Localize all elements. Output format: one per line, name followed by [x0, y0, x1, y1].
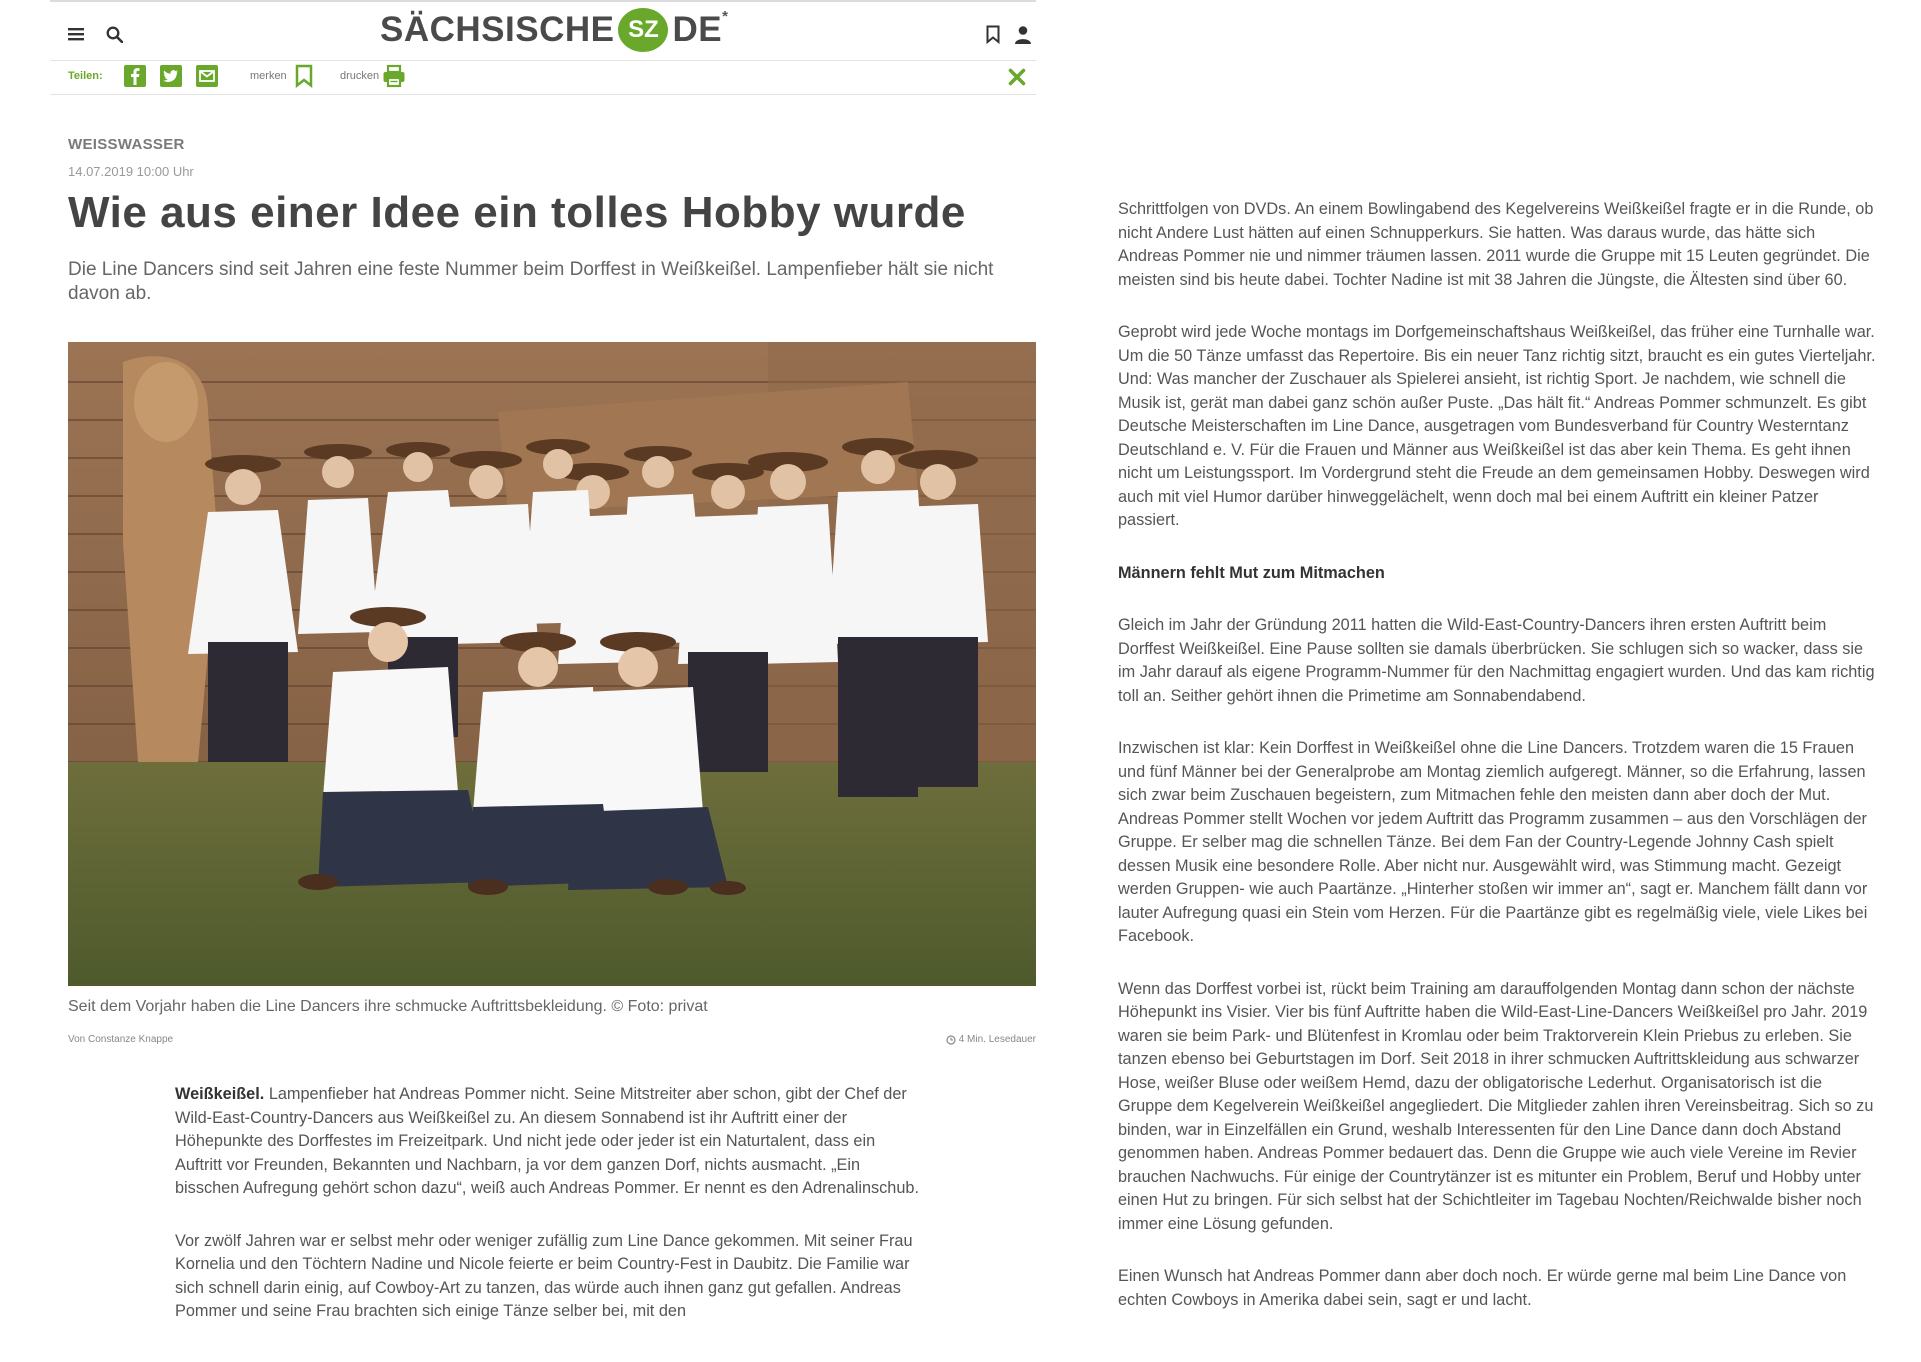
logo-badge: SZ [618, 8, 668, 52]
printer-icon[interactable] [382, 64, 406, 93]
read-time [946, 1034, 1036, 1045]
body-paragraph: Gleich im Jahr der Gründung 2011 hatten die Wild-East-Country-Dancers ihren ersten Auftritt beim Dorffest Weißkeißel. Eine Pause sollten sie damals überbrücken. Sie schlugen sich so wacker, dass sie im Jahr darauf als eigene Programm-Nummer für den Nachmittag engagiert wurden. Und das kam richtig toll an. Seither gehört ihnen die Primetime am Sonnabendabend. [1118, 616, 1875, 705]
email-icon[interactable] [196, 65, 218, 87]
article-headline: Wie aus einer Idee ein tolles Hobby wurde [68, 188, 966, 237]
hamburger-menu-icon[interactable] [64, 22, 88, 46]
share-bar-divider [50, 94, 1036, 95]
article-date: 14.07.2019 10:00 Uhr [68, 164, 194, 179]
article-lead: Die Line Dancers sind seit Jahren eine feste Nummer beim Dorffest in Weißkeißel. Lampenfieber hält sie nicht davon ab. [68, 259, 994, 304]
read-time-text: 4 Min. Lesedauer [958, 1034, 1036, 1045]
merken-bookmark-icon[interactable] [295, 64, 313, 93]
search-icon[interactable] [102, 22, 126, 46]
body-paragraph: Geprobt wird jede Woche montags im Dorfgemeinschaftshaus Weißkeißel, das früher eine Turnhalle war. Um die 50 Tänze umfasst das Repertoire. Bis ein neuer Tanz richtig sitzt, braucht es ein gutes Vierteljahr. Und: Was mancher der Zuschauer als Spielerei ansieht, ist richtig Sport. Je nachdem, wie schnell die Musik ist, gerät man dabei ganz schön außer Puste. „Das hält fit.“ Andreas Pommer schmunzelt. Es gibt Deutsche Meisterschaften im Line Dance, ausgetragen vom Bundesverband für Country Westerntanz Deutschland e. V. Für die Frauen und Männer aus Weißkeißel ist das aber kein Thema. Es geht ihnen nicht um Leistungssport. Im Vordergrund steht die Freude an dem gemeinsamen Hobby. Deswegen wird auch mit viel Humor darüber hinweggelächelt, wenn doch mal bei einem Auftritt ein kleiner Patzer passiert. [1118, 323, 1876, 529]
drucken-label: drucken [340, 70, 380, 82]
article-subheading: Männern fehlt Mut zum Mitmachen [1118, 563, 1385, 582]
user-icon[interactable] [1011, 22, 1035, 46]
facebook-icon[interactable] [124, 65, 146, 87]
body-paragraph: Einen Wunsch hat Andreas Pommer dann aber doch noch. Er würde gerne mal beim Line Dance von echten Cowboys in Amerika dabei sein, sagt er und lacht. [1118, 1267, 1847, 1309]
header-divider [50, 60, 1036, 61]
article-kicker[interactable]: WEISSWASSER [68, 136, 185, 153]
logo-text-left: SÄCHSISCHE [380, 10, 615, 49]
logo-text-right: DE [672, 10, 723, 49]
paragraph-text: Lampenfieber hat Andreas Pommer nicht. Seine Mitstreiter aber schon, gibt der Chef der Wild-East-Country-Dancers aus Weißkeißel zu. An diesem Sonnabend ist ihr Auftritt einer der Höhepunkte des Dorffestes im Freizeitpark. Und nicht jede oder jeder ist ein Naturtalent, dass ein Auftritt vor Freunden, Bekannten und Nachbarn, ja vor dem ganzen Dorf, nichts ausmacht. „Ein bisschen Aufregung gehört schon dazu“, weiß auch Andreas Pommer. Er nennt es den Adrenalinschub. [175, 1085, 919, 1197]
site-logo[interactable] [380, 8, 728, 52]
byline: Von Constanze Knappe [68, 1034, 174, 1045]
article-body-right [1118, 198, 1878, 1341]
close-icon[interactable] [1008, 68, 1026, 91]
body-paragraph: Vor zwölf Jahren war er selbst mehr oder weniger zufällig zum Line Dance gekommen. Mit seiner Frau Kornelia und den Töchtern Nadine und Nicole feierte er beim Country-Fest in Daubitz. Die Familie war sich schnell darin einig, auf Cowboy-Art zu tanzen, das würde auch ihnen ganz gut gefallen. Andreas Pommer und seine Frau brachten sich einige Tänze selber bei, mit den [175, 1231, 913, 1320]
photo-caption: Seit dem Vorjahr haben die Line Dancers ihre schmucke Auftrittsbekleidung. © Foto: privat [68, 998, 708, 1015]
body-paragraph: Inzwischen ist klar: Kein Dorffest in Weißkeißel ohne die Line Dancers. Trotzdem waren die 15 Frauen und fünf Männer bei der Generalprobe am Montag ziemlich aufgeregt. Männer, so die Erfahrung, lassen sich zwar beim Zuschauen begeistern, zum Mitmachen fehle den meisten dann aber doch der Mut. Andreas Pommer stellt Wochen vor jedem Auftritt das Programm zusammen – aus den Vorschlägen der Gruppe. Er selber mag die schnellen Tänze. Bei dem Fan der Country-Legende Johnny Cash spielt dessen Musik eine besondere Rolle. Aber nicht nur. Ausgewählt wird, was Stimmung macht. Gezeigt werden Gruppen- wie auch Paartänze. „Hinterher stoßen wir immer an“, sagt er. Manchem fällt dann vor lauter Aufregung quasi ein Stein vom Herzen. Für die Paartänze gibt es regelmäßig viele, viele Likes bei Facebook. [1118, 739, 1868, 945]
top-border [50, 0, 1036, 2]
clock-icon [946, 1035, 956, 1045]
logo-star: * [722, 7, 729, 25]
bookmark-icon[interactable] [981, 22, 1005, 46]
article-photo[interactable] [68, 342, 1036, 986]
dateline: Weißkeißel. [175, 1085, 265, 1103]
article-body-left [175, 1083, 920, 1353]
body-paragraph [175, 1083, 920, 1201]
twitter-icon[interactable] [160, 65, 182, 87]
body-paragraph: Wenn das Dorffest vorbei ist, rückt beim Training am darauffolgenden Montag dann schon der nächste Höhepunkt ins Visier. Vier bis fünf Auftritte haben die Wild-East-Line-Dancers Weißkeißel pro Jahr. 2019 waren sie beim Park- und Blütenfest in Kromlau oder beim Traktorverein Klein Priebus zu erleben. Sie tanzen ebenso bei Geburtstagen im Dorf. Seit 2018 in ihrer schmucken Auftrittskleidung aus schwarzer Hose, weißer Bluse oder weißem Hemd, dazu der obligatorische Lederhut. Organisatorisch ist die Gruppe dem Kegelverein Weißkeißel angegliedert. Die Mitglieder zahlen ihren Vereinsbeitrag. Sich so zu binden, war in Einzelfällen ein Grund, weshalb Interessenten für den Line Dance dann doch Abstand genommen haben. Andreas Pommer bedauert das. Denn die Gruppe wie auch viele Vereine im Revier brauchen Nachwuchs. Für einige der Countrytänzer ist es mitunter ein Problem, Beruf und Hobby unter einen Hut zu bringen. Für sich selbst hat der Schichtleiter im Tagebau Nochten/Reichwalde bisher noch immer eine Lösung gefunden. [1118, 979, 1874, 1233]
merken-label: merken [250, 70, 287, 82]
share-label: Teilen: [68, 70, 103, 82]
body-paragraph: Schrittfolgen von DVDs. An einem Bowlingabend des Kegelvereins Weißkeißel fragte er in die Runde, ob nicht Andere Lust hätten auf einen Schnupperkurs. Sie hatten. Was daraus wurde, das hätte sich Andreas Pommer nie und nimmer träumen lassen. 2011 wurde die Gruppe mit 15 Leuten gegründet. Die meisten sind bis heute dabei. Tochter Nadine ist mit 38 Jahren die Jüngste, die Ältesten sind über 60. [1118, 200, 1874, 289]
